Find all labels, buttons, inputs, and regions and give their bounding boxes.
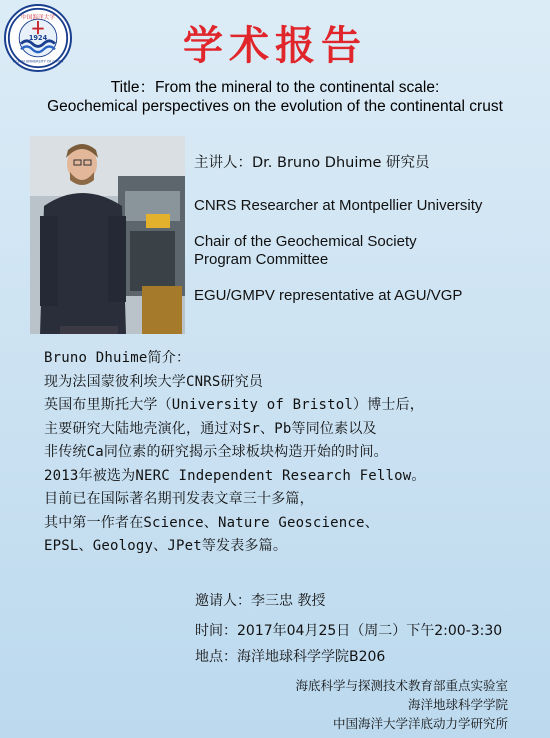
- bio-line: 英国布里斯托大学（University of Bristol）博士后，: [44, 397, 425, 413]
- speaker-role-4: EGU/GMPV representative at AGU/VGP: [194, 287, 463, 304]
- organizer-1: 海底科学与探测技术教育部重点实验室: [295, 678, 508, 693]
- organizers: [295, 676, 508, 733]
- page-headline: 学术报告: [183, 22, 367, 69]
- event-time: 时间：2017年04月25日（周二）下午2:00-3:30: [195, 623, 503, 639]
- talk-title: [0, 78, 550, 116]
- event-place: 地点：海洋地球科学学院B206: [195, 649, 386, 665]
- bio-line: 其中第一作者在Science、Nature Geoscience、: [44, 514, 379, 531]
- bio-heading: Bruno Dhuime简介：: [44, 350, 191, 366]
- bio-line: 2013年被选为NERC Independent Research Fellow。: [44, 467, 426, 484]
- bio-line: 主要研究大陆地壳演化，通过对Sr、Pb等同位素以及: [44, 420, 377, 437]
- speaker-bio: [44, 347, 534, 559]
- bio-line: EPSL、Geology、JPet等发表多篇。: [44, 538, 288, 554]
- speaker-role-1: CNRS Researcher at Montpellier University: [194, 197, 483, 214]
- organizer-3: 中国海洋大学洋底动力学研究所: [332, 716, 508, 731]
- bio-line: 现为法国蒙彼利埃大学CNRS研究员: [44, 373, 264, 390]
- speaker-role-3: Program Committee: [194, 251, 329, 268]
- organizer-2: 海洋地球科学学院: [407, 697, 508, 712]
- speaker-role-2: Chair of the Geochemical Society: [194, 233, 417, 250]
- speaker-photo: [30, 136, 185, 334]
- bio-line: 非传统Ca同位素的研究揭示全球板块构造开始的时间。: [44, 444, 388, 460]
- inviter: 邀请人：李三忠 教授: [195, 593, 326, 609]
- logo-year: 1924: [28, 33, 48, 42]
- logo-bottom-text: OCEAN UNIVERSITY OF CHINA: [12, 59, 64, 64]
- talk-title-line-1: Title：From the mineral to the continental scale:: [110, 79, 440, 96]
- speaker-name: 主讲人：Dr. Bruno Dhuime 研究员: [194, 155, 430, 171]
- bio-line: 目前已在国际著名期刊发表文章三十多篇，: [44, 491, 314, 507]
- logo-top-text: 中国海洋大学: [21, 15, 55, 22]
- talk-title-line-2: Geochemical perspectives on the evolution of the continental crust: [47, 98, 503, 115]
